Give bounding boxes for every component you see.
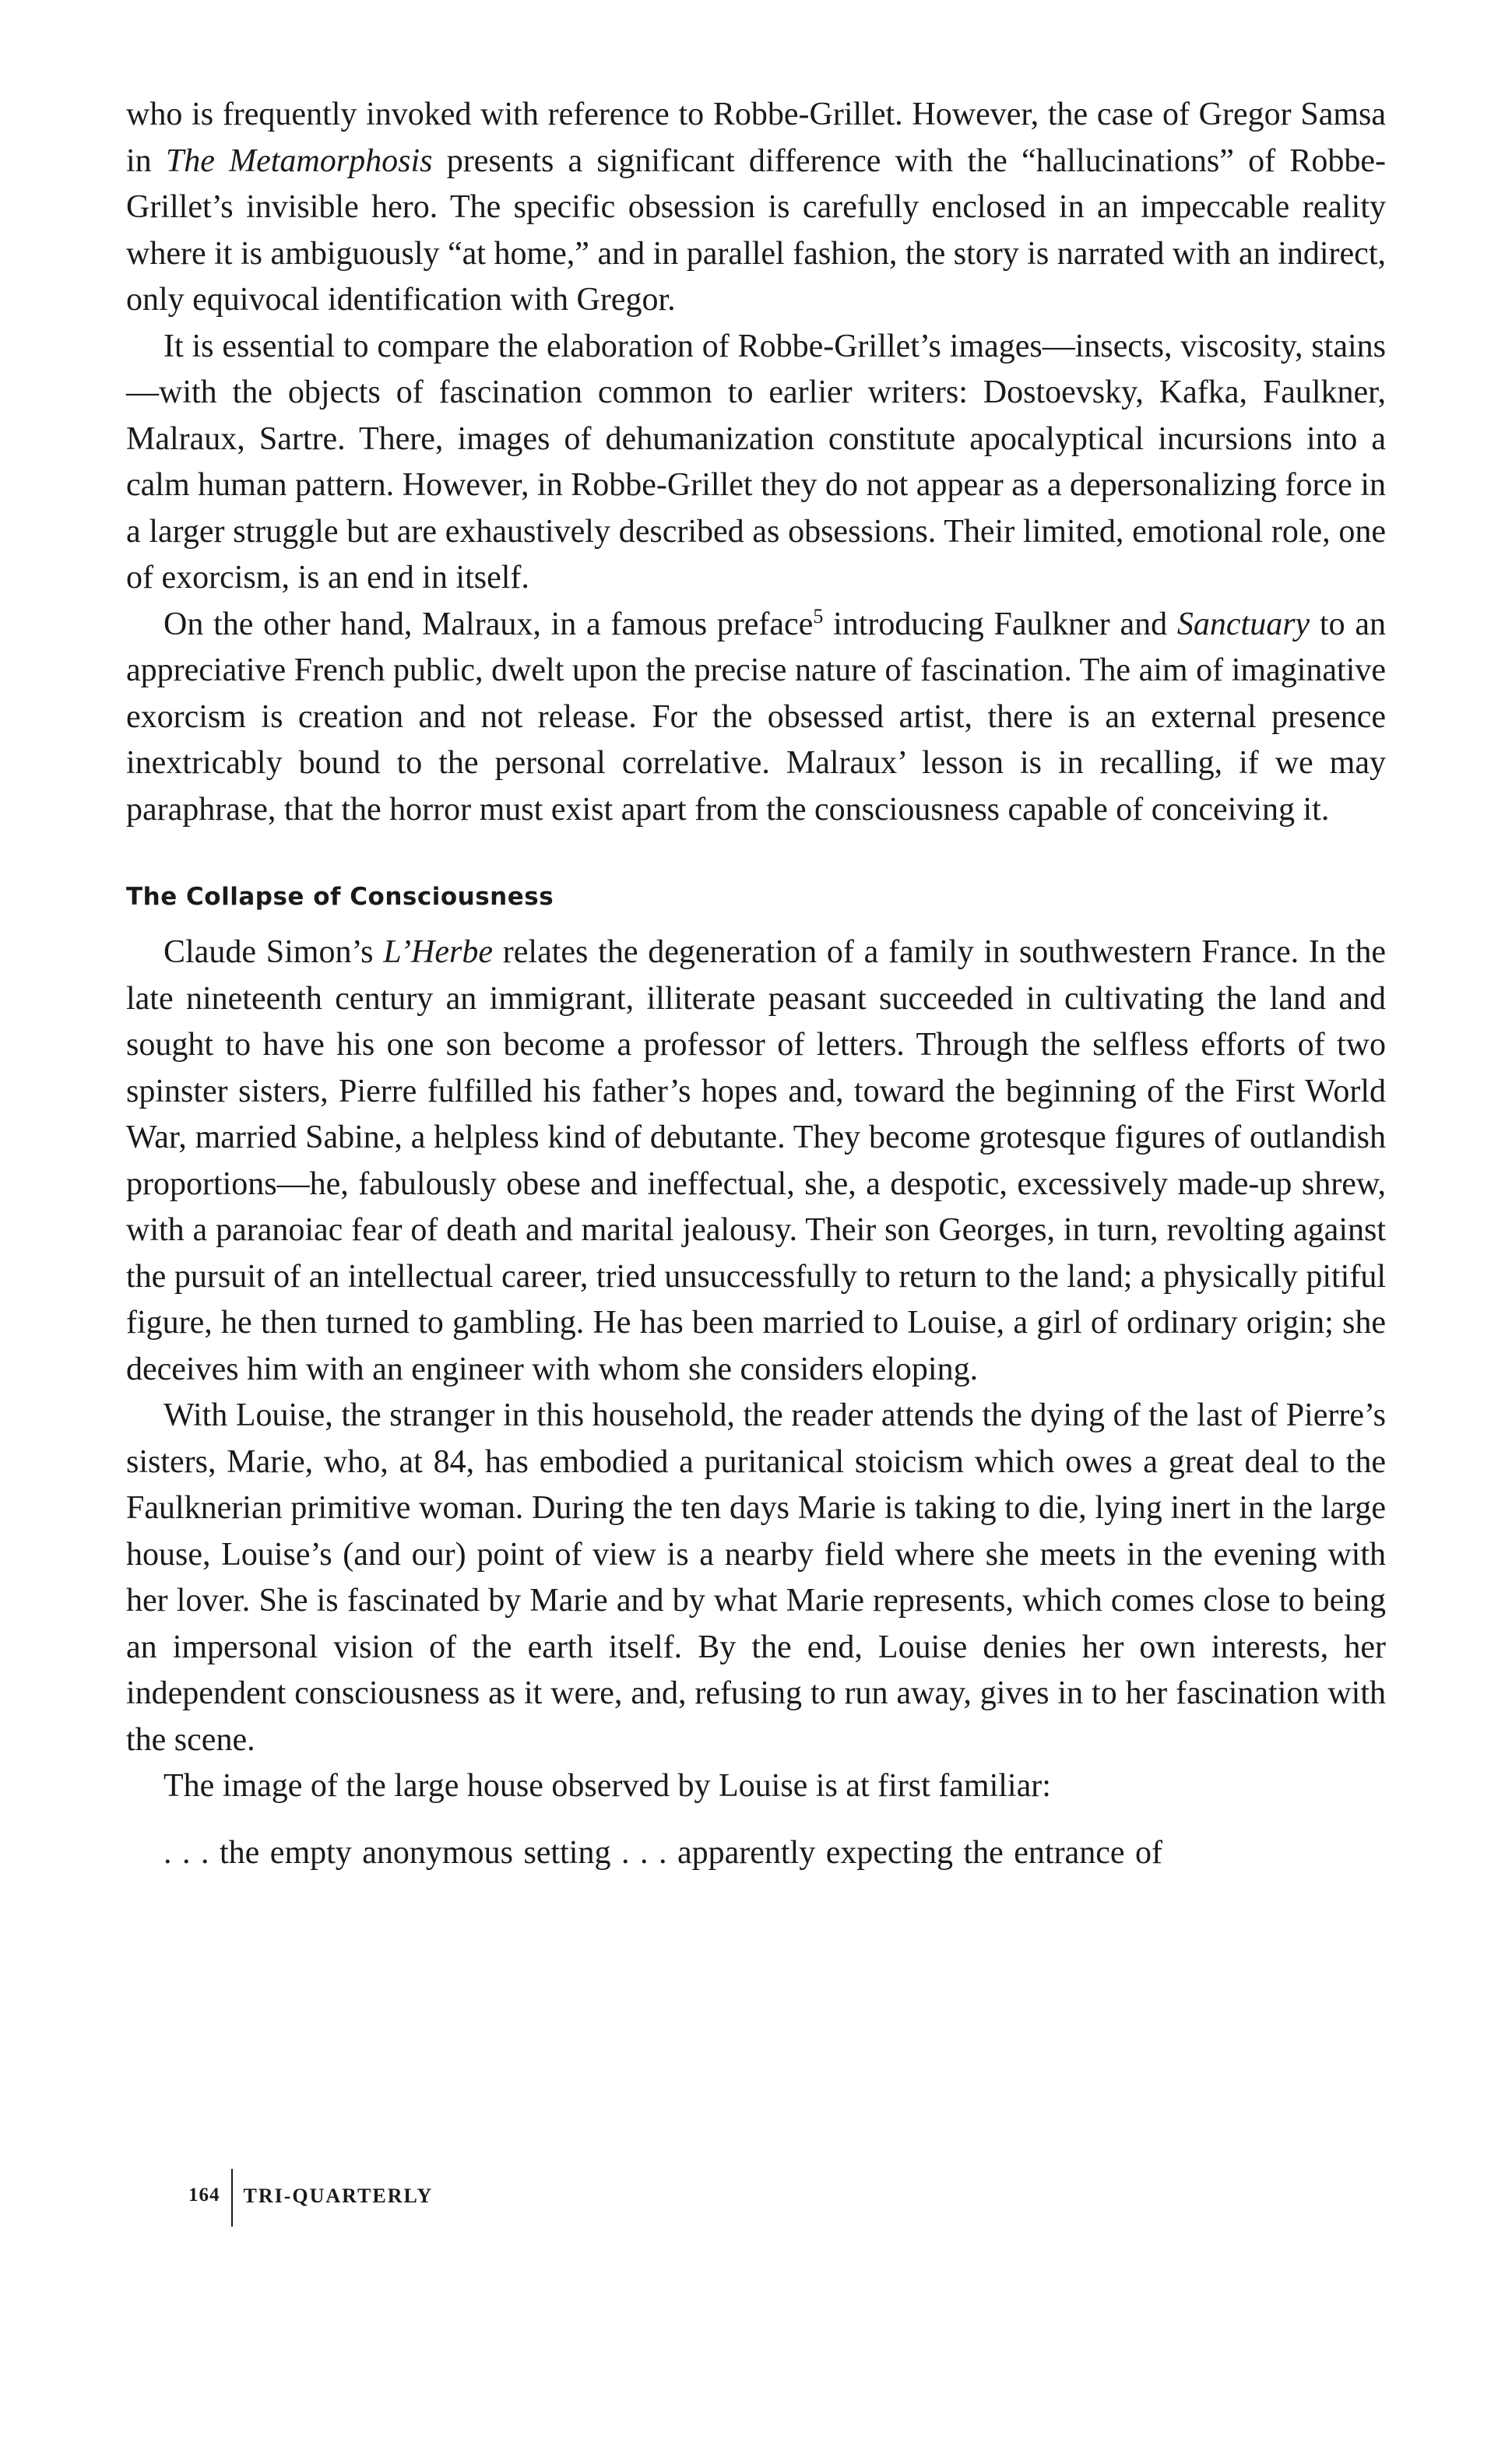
section-heading: The Collapse of Consciousness [126,883,554,911]
page-body [126,92,1386,1876]
paragraph-text: Claude Simon’s [164,934,384,970]
paragraph-text: presents a significant difference with the “hallucinations” of Robbe-Grillet’s invisible hero. The specific obsession is carefully enclosed in an impeccable reality where it is ambiguously “at home,” and in parallel fashion, the story is narrated with an indirect, only equivocal identification with Gregor. [126,142,1387,318]
journal-name: TRI-QUARTERLY [243,2185,434,2207]
paragraph-text: relates the degeneration of a family in southwestern France. In the late nineteenth century an immigrant, illiterate peasant succeeded in cultivating the land and sought to have his one son become a professor of letters. Through the selfless efforts of two spinster sisters, Pierre fulfilled his father’s hopes and, toward the beginning of the First World War, married Sabine, a helpless kind of debutante. They become grotesque figures of outlandish proportions—he, fabulously obese and ineffectual, she, a despotic, excessively made-up shrew, with a paranoiac fear of death and marital jealousy. Their son Georges, in turn, revolting against the pursuit of an intellectual career, tried unsuccessfully to return to the land; a physically pitiful figure, he then turned to gambling. He has been married to Louise, a girl of ordinary origin; she deceives him with an engineer with whom she considers eloping. [126,934,1387,1387]
paragraph-text: who is frequently invoked with reference to Robbe-Grillet. However, the case of Gregor Samsa in [126,97,1386,179]
paragraph-text: On the other hand, Malraux, in a famous preface [164,606,814,642]
block-quote: . . . the empty anonymous setting . . . apparently expecting the entrance of [164,1834,1162,1871]
page-footer [188,2169,433,2227]
book-title-the-metamorphosis: The Metamorphosis [165,142,433,179]
paragraph-samsa [126,92,1386,324]
paragraph-malraux [126,602,1386,834]
paragraph-house-image: The image of the large house observed by Louise is at first familiar: [164,1768,1051,1804]
book-title-lherbe: L’Herbe [383,934,493,970]
paragraph-images: It is essential to compare the elaboration of Robbe-Grillet’s images—insects, viscosity, stains—with the objects of fascination common to earlier writers: Dostoevsky, Kafka, Faulkner, Malraux, Sartre. There, images of dehumanization constitute apocalyptical incursions into a calm human pattern. However, in Robbe-Grillet they do not appear as a depersonalizing force in a larger struggle but are exhaustively described as obsessions. Their limited, emotional role, one of exorcism, is an end in itself. [126,328,1386,596]
page-number: 164 [188,2185,220,2206]
paragraph-text: introducing Faulkner and [823,606,1177,642]
footnote-marker: 5 [813,604,824,627]
book-title-sanctuary: Sanctuary [1176,606,1310,642]
paragraph-lherbe [126,930,1386,1393]
paragraph-text: to an appreciative French public, dwelt upon the precise nature of fascination. The aim of imaginative exorcism is creation and not release. For the obsessed artist, there is an external presence inextricably bound to the personal correlative. Malraux’ lesson is in recalling, if we may paraphrase, that the horror must exist apart from the consciousness capable of conceiving it. [126,606,1386,828]
paragraph-louise: With Louise, the stranger in this household, the reader attends the dying of the last of Pierre’s sisters, Marie, who, at 84, has embodied a puritanical stoicism which owes a great deal to the Faulknerian primitive woman. During the ten days Marie is taking to die, lying inert in the large house, Louise’s (and our) point of view is a nearby field where she meets in the evening with her lover. She is fascinated by Marie and by what Marie represents, which comes close to being an impersonal vision of the earth itself. By the end, Louise denies her own interests, her independent consciousness as it were, and, refusing to run away, gives in to her fascination with the scene. [126,1397,1386,1758]
